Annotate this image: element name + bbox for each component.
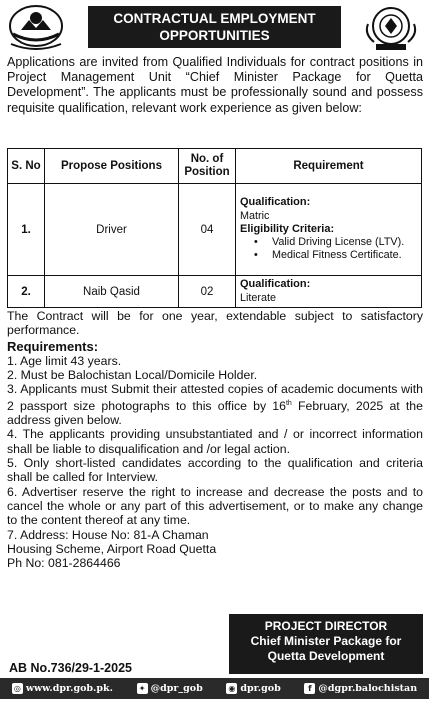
- instagram-icon: ◉: [226, 683, 237, 694]
- requirement-item: 7. Address: House No: 81-A Chaman Housing Scheme, Airport Road Quetta Ph No: 081-2864466: [7, 527, 217, 571]
- website-link[interactable]: www.dpr.gob.pk.: [25, 683, 113, 694]
- instagram-handle[interactable]: dpr.gob: [240, 683, 281, 694]
- requirement-3-sup: th: [285, 399, 292, 407]
- government-seal-logo: [360, 4, 422, 52]
- title-line-2: OPPORTUNITIES: [159, 28, 270, 43]
- requirement-item: 6. Advertiser reserve the right to increase and decrease the posts and to cancel the whole or any part of this advertisement, or to make any change to the content thereof at any time.: [7, 484, 423, 528]
- footer-facebook[interactable]: [304, 683, 417, 694]
- table-row: [8, 276, 422, 308]
- ad-number: AB No.736/29-1-2025: [9, 661, 132, 675]
- header: [0, 0, 429, 54]
- list-item: • Valid Driving License (LTV).: [262, 236, 417, 249]
- positions-table: [7, 148, 422, 308]
- requirement-item: 1. Age limit 43 years.: [7, 353, 122, 368]
- balochistan-emblem-logo: [5, 4, 67, 52]
- qualification-label: Qualification:: [240, 196, 311, 209]
- header-requirement: Requirement: [236, 149, 422, 184]
- eligibility-list: [240, 236, 417, 263]
- table-row: [8, 184, 422, 276]
- row-number: 04: [179, 184, 236, 276]
- footer-twitter[interactable]: [137, 683, 203, 694]
- facebook-handle[interactable]: @dgpr.balochistan: [318, 683, 418, 694]
- qualification-label: Qualification:: [240, 278, 311, 291]
- body-text: [7, 309, 423, 570]
- requirement-3-text: 3. Applicants must Submit their attested copies of academic documents with 2 passport size photographs to this office by 16: [7, 382, 423, 413]
- row-sno: 2.: [8, 276, 45, 308]
- row-sno: 1.: [8, 184, 45, 276]
- director-box: [229, 614, 423, 674]
- row-position: Naib Qasid: [45, 276, 179, 308]
- director-title: PROJECT DIRECTOR: [264, 619, 388, 633]
- footer-instagram[interactable]: [226, 683, 280, 694]
- requirement-item: 4. The applicants providing unsubstantiated and / or incorrect information shall be liable to disqualification and /or legal action.: [7, 427, 423, 456]
- row-number: 02: [179, 276, 236, 308]
- intro-paragraph: Applications are invited from Qualified Individuals for contract positions in Project Management Unit “Chief Minister Package for Quetta Development”. The applicants must be professionally sound and possess requisite qualification, relevant work experience as given below:: [7, 55, 423, 115]
- table-header-row: [8, 149, 422, 184]
- requirement-item: 2. Must be Balochistan Local/Domicile Holder.: [7, 368, 258, 383]
- director-line-2: Chief Minister Package for: [250, 634, 402, 648]
- requirement-item: 5. Only short-listed candidates according to the qualification and criteria shall be called for Interview.: [7, 456, 423, 485]
- row-position: Driver: [45, 184, 179, 276]
- contract-note: The Contract will be for one year, extendable subject to satisfactory performance.: [7, 309, 423, 338]
- footer-bar: [0, 678, 429, 699]
- title-line-1: CONTRACTUAL EMPLOYMENT: [113, 11, 316, 26]
- requirement-3-tail: February, 2025 at the address given below.: [7, 398, 423, 428]
- twitter-handle[interactable]: @dpr_gob: [150, 683, 203, 694]
- row-requirement: [236, 184, 422, 276]
- list-item: • Medical Fitness Certificate.: [262, 249, 417, 262]
- director-line-3: Quetta Development: [267, 649, 385, 663]
- qualification-value: Literate: [240, 291, 277, 304]
- requirements-heading: Requirements:: [7, 338, 99, 354]
- twitter-icon: ✦: [137, 683, 148, 694]
- row-requirement: [236, 276, 422, 308]
- qualification-value: Matric: [240, 209, 270, 222]
- eligibility-label: Eligibility Criteria:: [240, 222, 335, 235]
- title-banner: [88, 6, 341, 48]
- header-sno: S. No: [8, 149, 45, 184]
- globe-icon: ◎: [12, 683, 23, 694]
- header-position: Propose Positions: [45, 149, 179, 184]
- footer-website[interactable]: [12, 683, 113, 694]
- header-number: No. of Position: [179, 149, 236, 184]
- facebook-icon: f: [304, 683, 315, 694]
- requirement-item: [7, 382, 423, 427]
